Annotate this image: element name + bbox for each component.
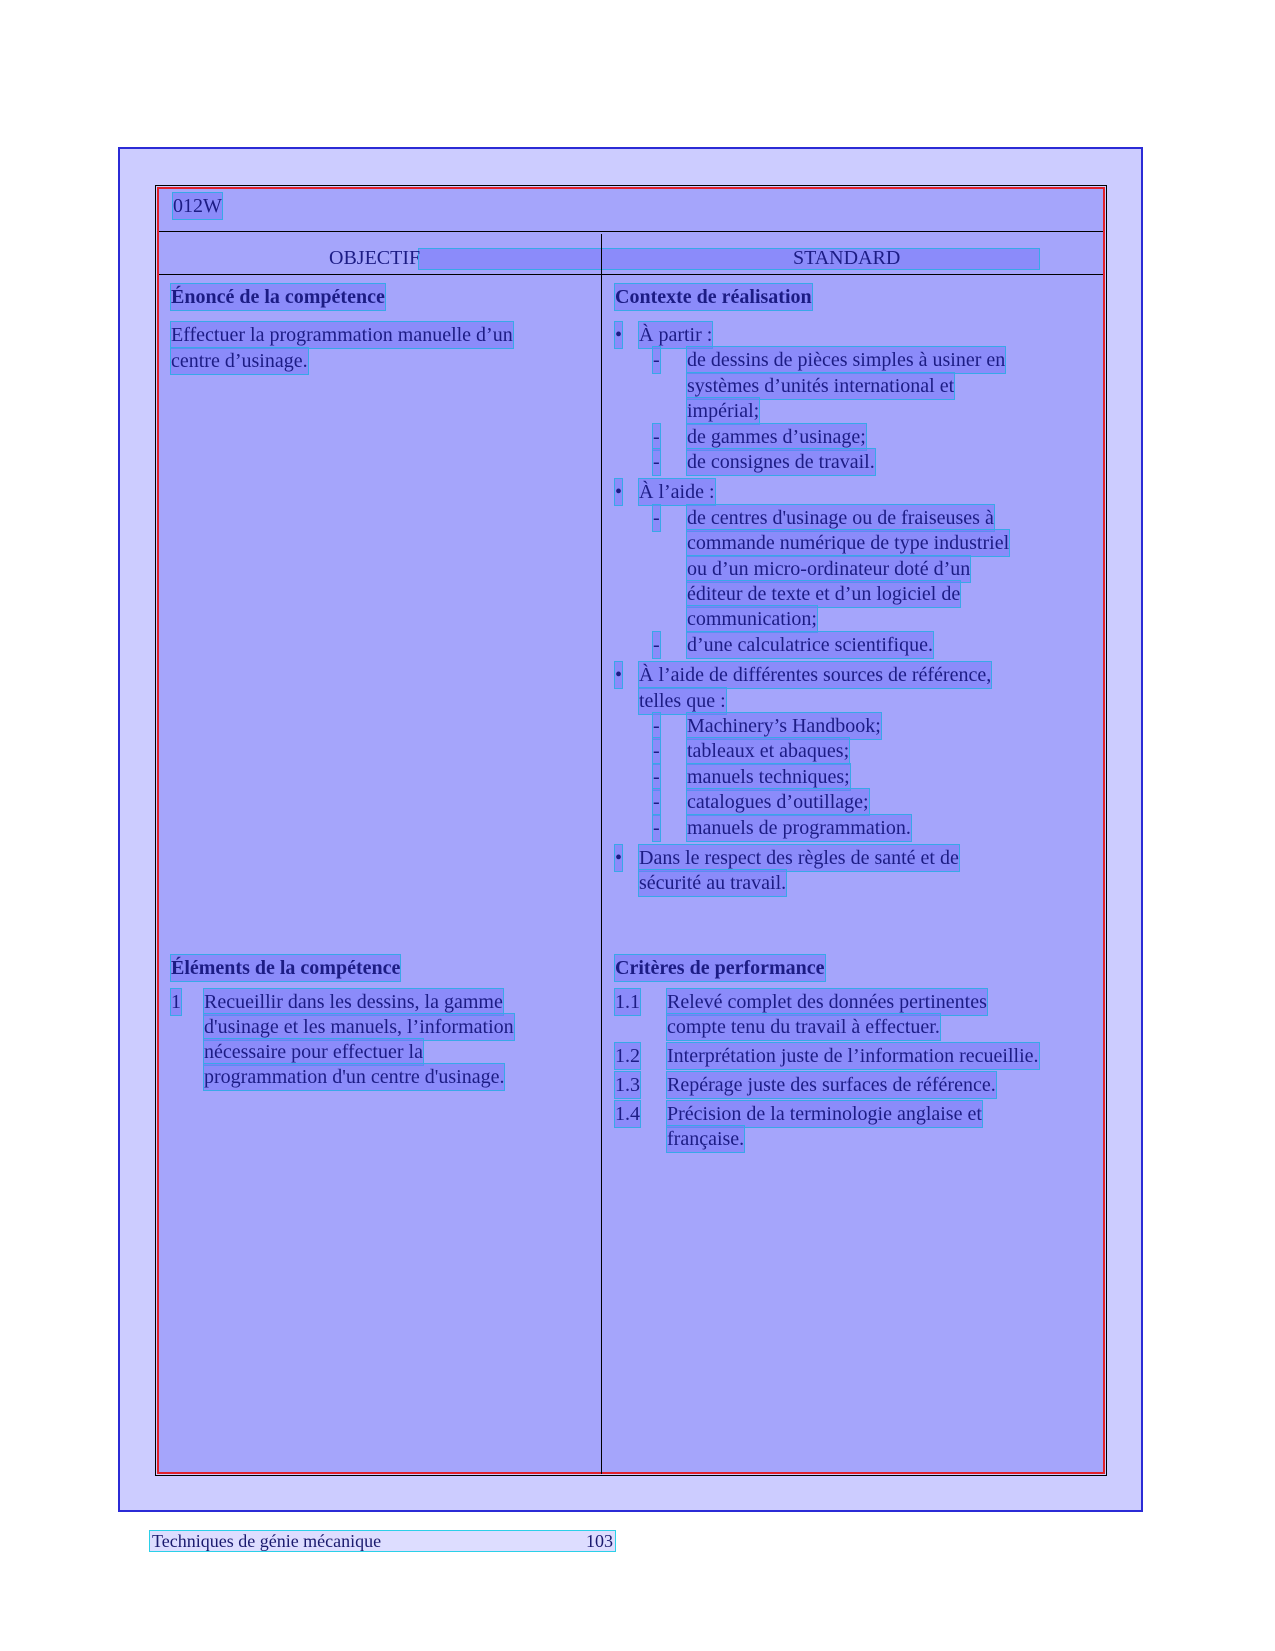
contexte-sub-line: éditeur de texte et d’un logiciel de [687,583,961,605]
divider [159,274,1103,275]
bullet-icon: • [615,324,623,346]
contexte-bullet-line: À partir : [639,324,713,346]
criterion-line: Précision de la terminologie anglaise et [667,1103,982,1125]
dash-icon: - [653,349,660,372]
enonce-line: Effectuer la programmation manuelle d’un [171,324,513,346]
contexte-sub-line: manuels de programmation. [687,816,911,839]
contexte-bullet-line: sécurité au travail. [639,872,787,895]
dash-icon: - [653,740,660,763]
contexte-sub-line: ou d’un micro-ordinateur doté d’un [687,557,971,580]
contexte-sub-line: catalogues d’outillage; [687,791,869,814]
bullet-icon: • [615,664,623,687]
contexte-sub-line: de consignes de travail. [687,451,875,473]
dash-icon: - [653,425,660,448]
criterion-number: 1.1 [615,991,640,1013]
contexte-sub-line: Machinery’s Handbook; [687,715,881,737]
contexte-bullet-line: À l’aide de différentes sources de référence, [639,664,992,687]
dash-icon: - [653,765,660,788]
header-band [419,249,1039,269]
contexte-sub-line: impérial; [687,400,760,423]
competency-code: 012W [173,195,222,217]
element-line: Recueillir dans les dessins, la gamme [204,991,503,1013]
page-number: 103 [586,1531,613,1551]
column-divider [601,234,602,1474]
page-footer [150,1531,615,1551]
standard-header: STANDARD [793,247,901,269]
element-number: 1 [171,991,181,1013]
dash-icon: - [653,715,660,737]
contexte-sub-line: d’une calculatrice scientifique. [687,633,933,656]
contexte-sub-line: manuels techniques; [687,765,850,788]
contexte-sub-line: tableaux et abaques; [687,740,850,763]
elements-list [171,989,591,1109]
dash-icon: - [653,633,660,656]
criterion-line: française. [667,1128,745,1150]
contexte-sub-line: commande numérique de type industriel [687,532,1010,555]
dash-icon: - [653,451,660,473]
contexte-sub-line: systèmes d’unités international et [687,374,955,397]
contexte-title: Contexte de réalisation [615,286,812,308]
contexte-sub-line: de gammes d’usinage; [687,425,866,448]
contexte-sub-line: de centres d'usinage ou de fraiseuses à [687,506,994,529]
criteres-title: Critères de performance [615,957,825,979]
dash-icon: - [653,506,660,529]
criterion-line: compte tenu du travail à effectuer. [667,1016,940,1038]
enonce-title: Énoncé de la compétence [171,286,385,308]
element-line: nécessaire pour effectuer la [204,1041,423,1063]
criterion-line: Interprétation juste de l’information recueillie. [667,1045,1039,1067]
element-line: d'usinage et les manuels, l’information [204,1016,514,1038]
criterion-number: 1.3 [615,1074,640,1096]
criteres-list [615,989,1095,1159]
dash-icon: - [653,791,660,814]
contexte-sub-line: communication; [687,608,817,631]
criterion-number: 1.4 [615,1103,640,1125]
bullet-icon: • [615,847,623,869]
element-line: programmation d'un centre d'usinage. [204,1066,505,1088]
criterion-number: 1.2 [615,1045,640,1067]
elements-title: Éléments de la compétence [171,957,401,979]
contexte-bullet-line: Dans le respect des règles de santé et de [639,847,959,869]
criterion-line: Repérage juste des surfaces de référence. [667,1074,996,1096]
bullet-icon: • [615,481,623,504]
competency-table [157,187,1105,1474]
criterion-line: Relevé complet des données pertinentes [667,991,987,1013]
contexte-bullet-line: telles que : [639,689,726,712]
contexte-sub-line: de dessins de pièces simples à usiner en [687,349,1006,372]
contexte-bullet-line: À l’aide : [639,481,715,504]
objective-header: OBJECTIF [329,247,421,269]
dash-icon: - [653,816,660,839]
divider [159,231,1103,232]
footer-title: Techniques de génie mécanique [152,1531,382,1551]
contexte-list [615,322,1095,912]
enonce-line: centre d’usinage. [171,350,308,372]
